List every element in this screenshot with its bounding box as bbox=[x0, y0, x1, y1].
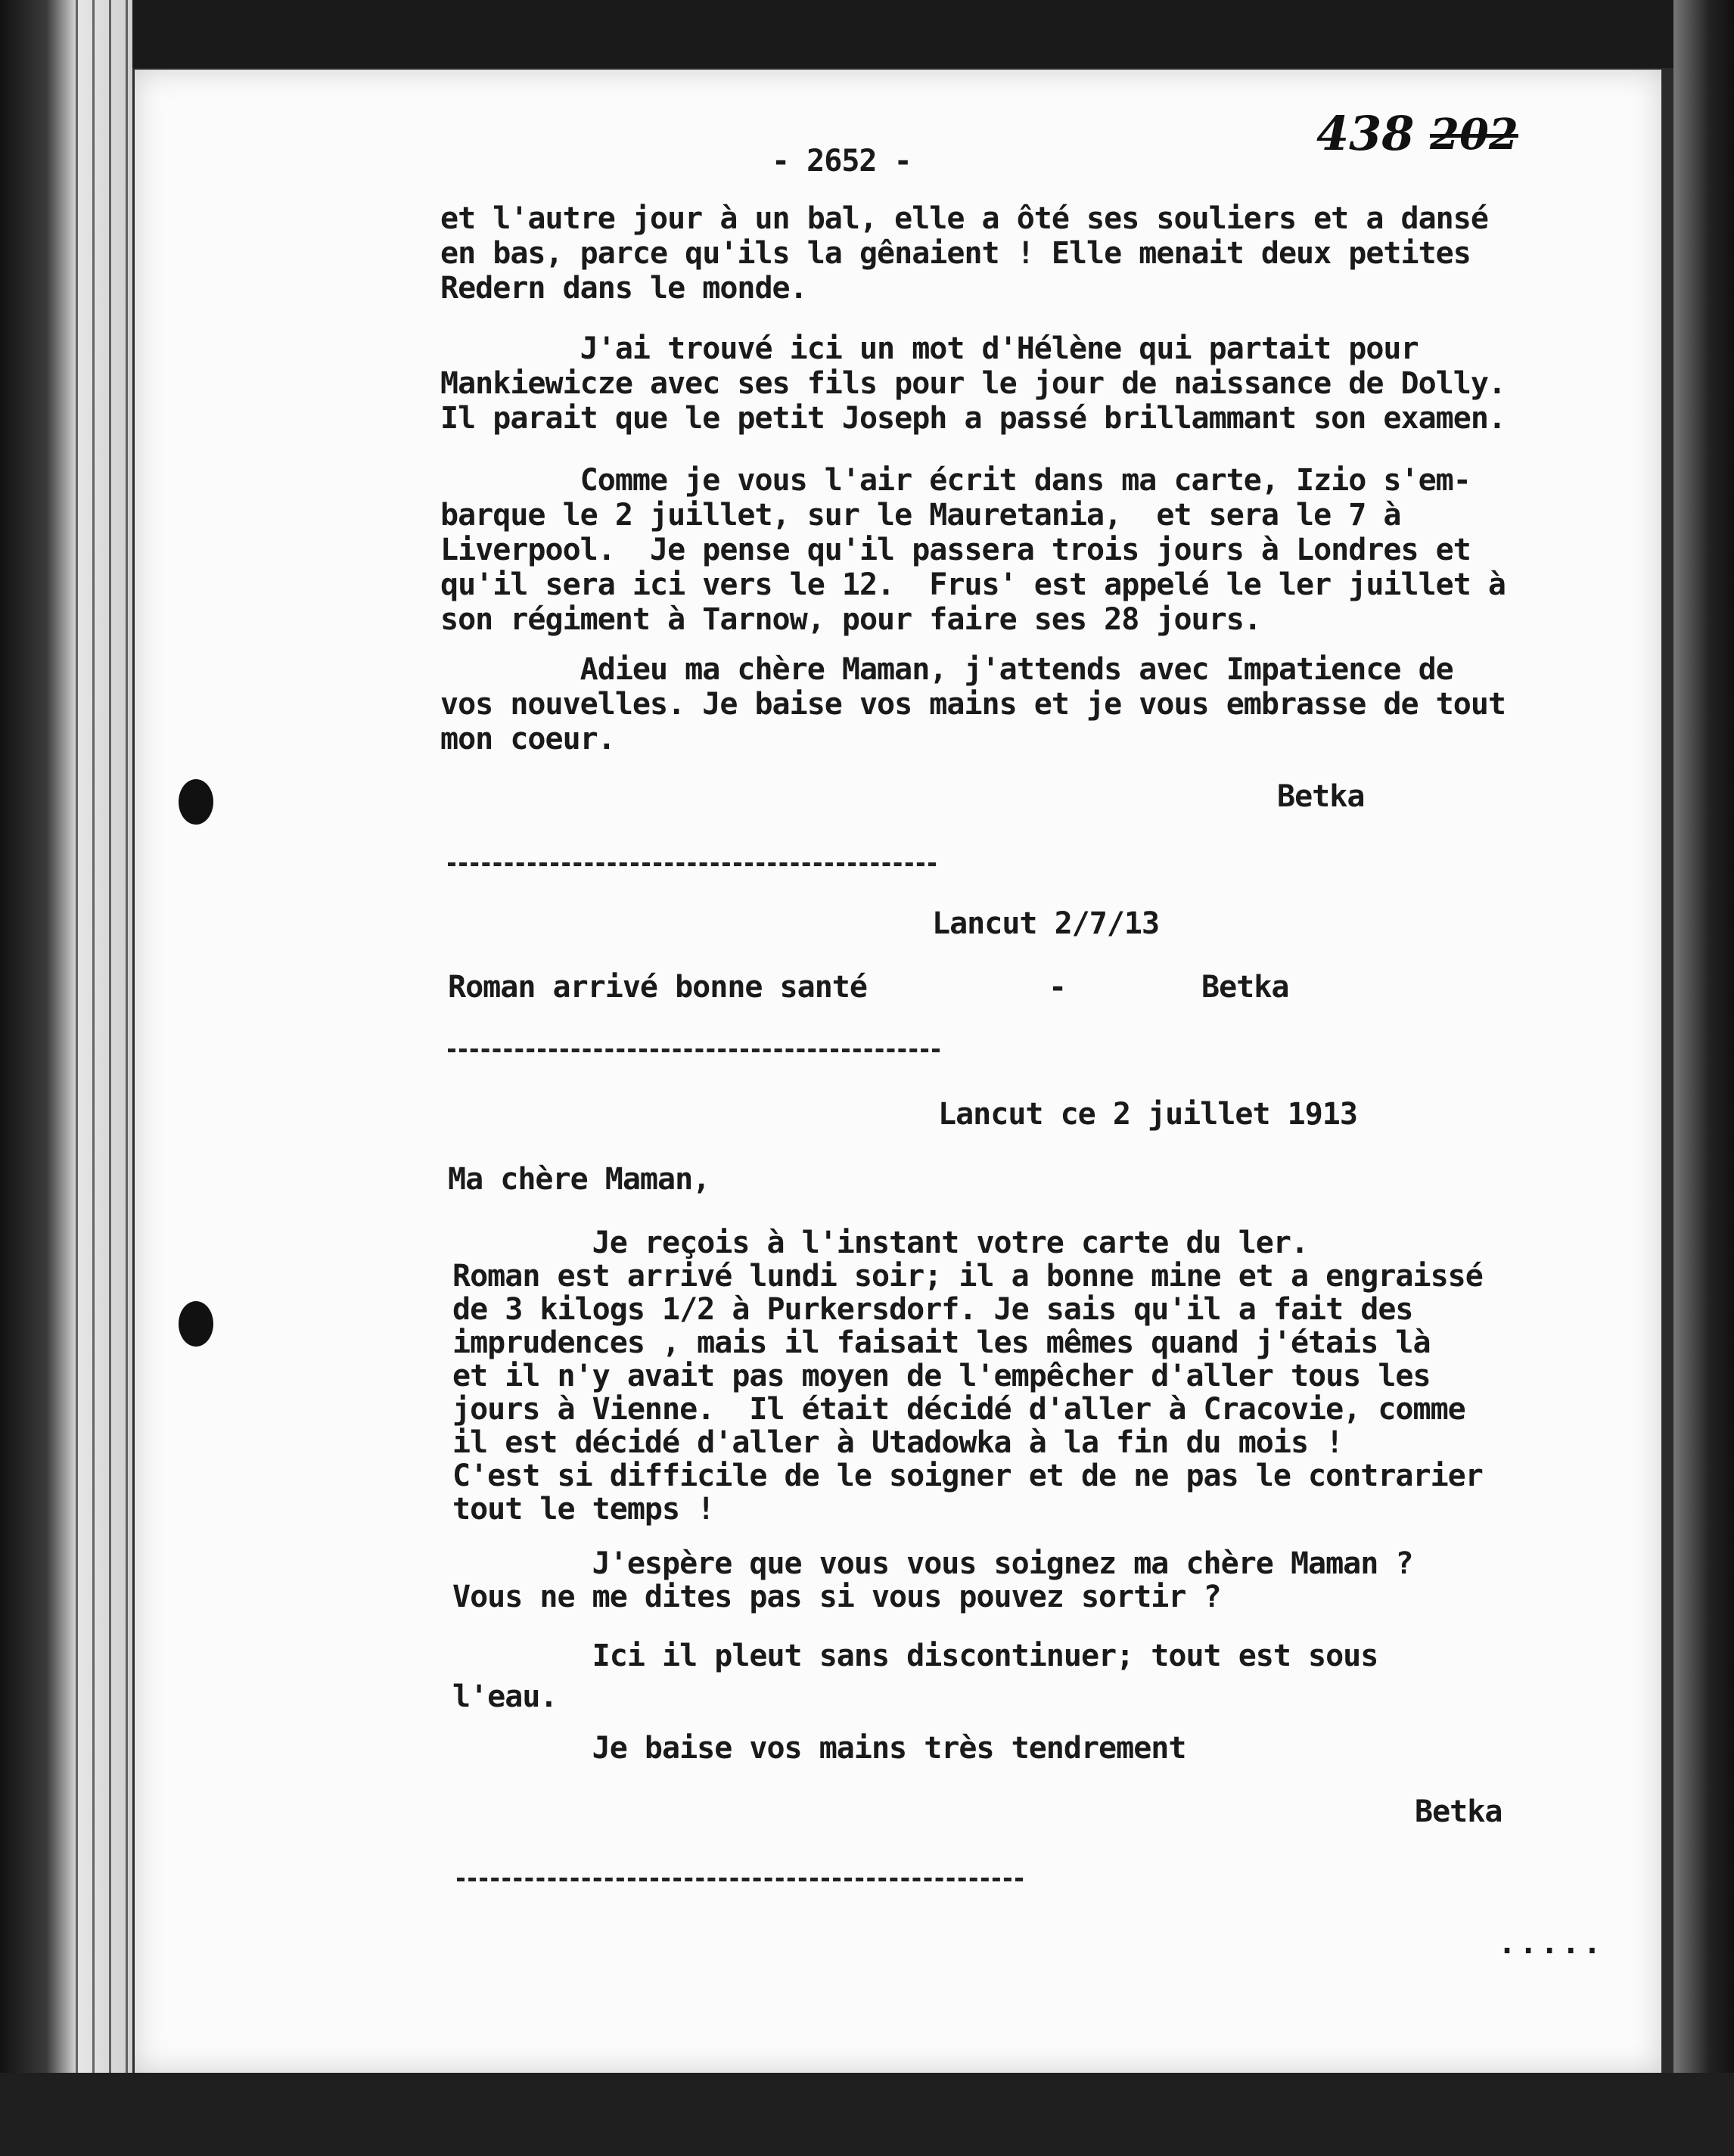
separator-rule bbox=[448, 862, 936, 866]
letter1-line: vos nouvelles. Je baise vos mains et je vous embrasse de tout bbox=[440, 687, 1506, 722]
letter2-line: Je reçois à l'instant votre carte du ler. bbox=[452, 1226, 1309, 1260]
page-number: - 2652 - bbox=[772, 144, 912, 179]
folio-number-crossed-out: 202 bbox=[1430, 110, 1518, 160]
punch-hole-top bbox=[179, 779, 213, 825]
letter2-line: J'espère que vous vous soignez ma chère Maman ? bbox=[452, 1546, 1413, 1581]
stacked-page-edges bbox=[68, 0, 136, 2156]
folio-number: 438 bbox=[1316, 106, 1415, 161]
letter1-line: son régiment à Tarnow, pour faire ses 28 jours. bbox=[440, 602, 1261, 637]
letter2-line: l'eau. bbox=[452, 1679, 558, 1714]
letter2-closing: Je baise vos mains très tendrement bbox=[452, 1731, 1186, 1766]
letter1-line: mon coeur. bbox=[440, 722, 615, 756]
letter1-line: Liverpool. Je pense qu'il passera trois jours à Londres et bbox=[440, 533, 1471, 567]
letter1-line: Mankiewicze avec ses fils pour le jour de naissance de Dolly. bbox=[440, 366, 1506, 401]
separator-rule bbox=[457, 1878, 1023, 1881]
letter2-line: de 3 kilogs 1/2 à Purkersdorf. Je sais qu'il a fait des bbox=[452, 1292, 1413, 1327]
continuation-dots: ..... bbox=[1498, 1926, 1605, 1961]
letter1-line: et l'autre jour à un bal, elle a ôté ses souliers et a dansé bbox=[440, 201, 1488, 236]
letter2-line: et il n'y avait pas moyen de l'empêcher d'aller tous les bbox=[452, 1359, 1431, 1393]
letter1-line: Il parait que le petit Joseph a passé brillammant son examen. bbox=[440, 401, 1506, 436]
letter2-line: il est décidé d'aller à Utadowka à la fin du mois ! bbox=[452, 1425, 1344, 1460]
letter1-line: Adieu ma chère Maman, j'attends avec Impatience de bbox=[440, 652, 1453, 687]
punch-hole-bottom bbox=[179, 1301, 213, 1347]
letter1-line: Redern dans le monde. bbox=[440, 271, 807, 306]
letter2-line: C'est si difficile de le soigner et de ne pas le contrarier bbox=[452, 1459, 1483, 1493]
letter1-line: qu'il sera ici vers le 12. Frus' est appelé le ler juillet à bbox=[440, 567, 1506, 602]
scan-border-top bbox=[0, 0, 1734, 68]
telegram-message: Roman arrivé bonne santé bbox=[448, 970, 867, 1005]
letter2-line: imprudences , mais il faisait les mêmes quand j'étais là bbox=[452, 1325, 1431, 1360]
separator-rule bbox=[448, 1048, 940, 1052]
letter2-salutation: Ma chère Maman, bbox=[448, 1162, 710, 1197]
letter1-line: barque le 2 juillet, sur le Mauretania, et sera le 7 à bbox=[440, 498, 1401, 533]
letter1-line: Comme je vous l'air écrit dans ma carte, Izio s'em- bbox=[440, 463, 1471, 498]
letter2-line: tout le temps ! bbox=[452, 1492, 715, 1527]
telegram-place-date: Lancut 2/7/13 bbox=[932, 906, 1160, 941]
scan-border-right bbox=[1673, 0, 1734, 2156]
letter2-line: Vous ne me dites pas si vous pouvez sortir ? bbox=[452, 1580, 1221, 1614]
letter2-place-date: Lancut ce 2 juillet 1913 bbox=[938, 1097, 1357, 1132]
letter2-signature: Betka bbox=[1415, 1794, 1502, 1829]
letter1-signature: Betka bbox=[1277, 779, 1365, 814]
letter2-line: jours à Vienne. Il était décidé d'aller à Cracovie, comme bbox=[452, 1392, 1465, 1427]
telegram-signature: Betka bbox=[1201, 970, 1289, 1005]
letter1-line: J'ai trouvé ici un mot d'Hélène qui partait pour bbox=[440, 331, 1419, 366]
letter2-line: Ici il pleut sans discontinuer; tout est sous bbox=[452, 1639, 1378, 1673]
telegram-dash: - bbox=[1049, 970, 1067, 1005]
scan-border-bottom bbox=[0, 2073, 1734, 2156]
letter1-line: en bas, parce qu'ils la gênaient ! Elle menait deux petites bbox=[440, 236, 1471, 271]
letter2-line: Roman est arrivé lundi soir; il a bonne mine et a engraissé bbox=[452, 1259, 1483, 1294]
